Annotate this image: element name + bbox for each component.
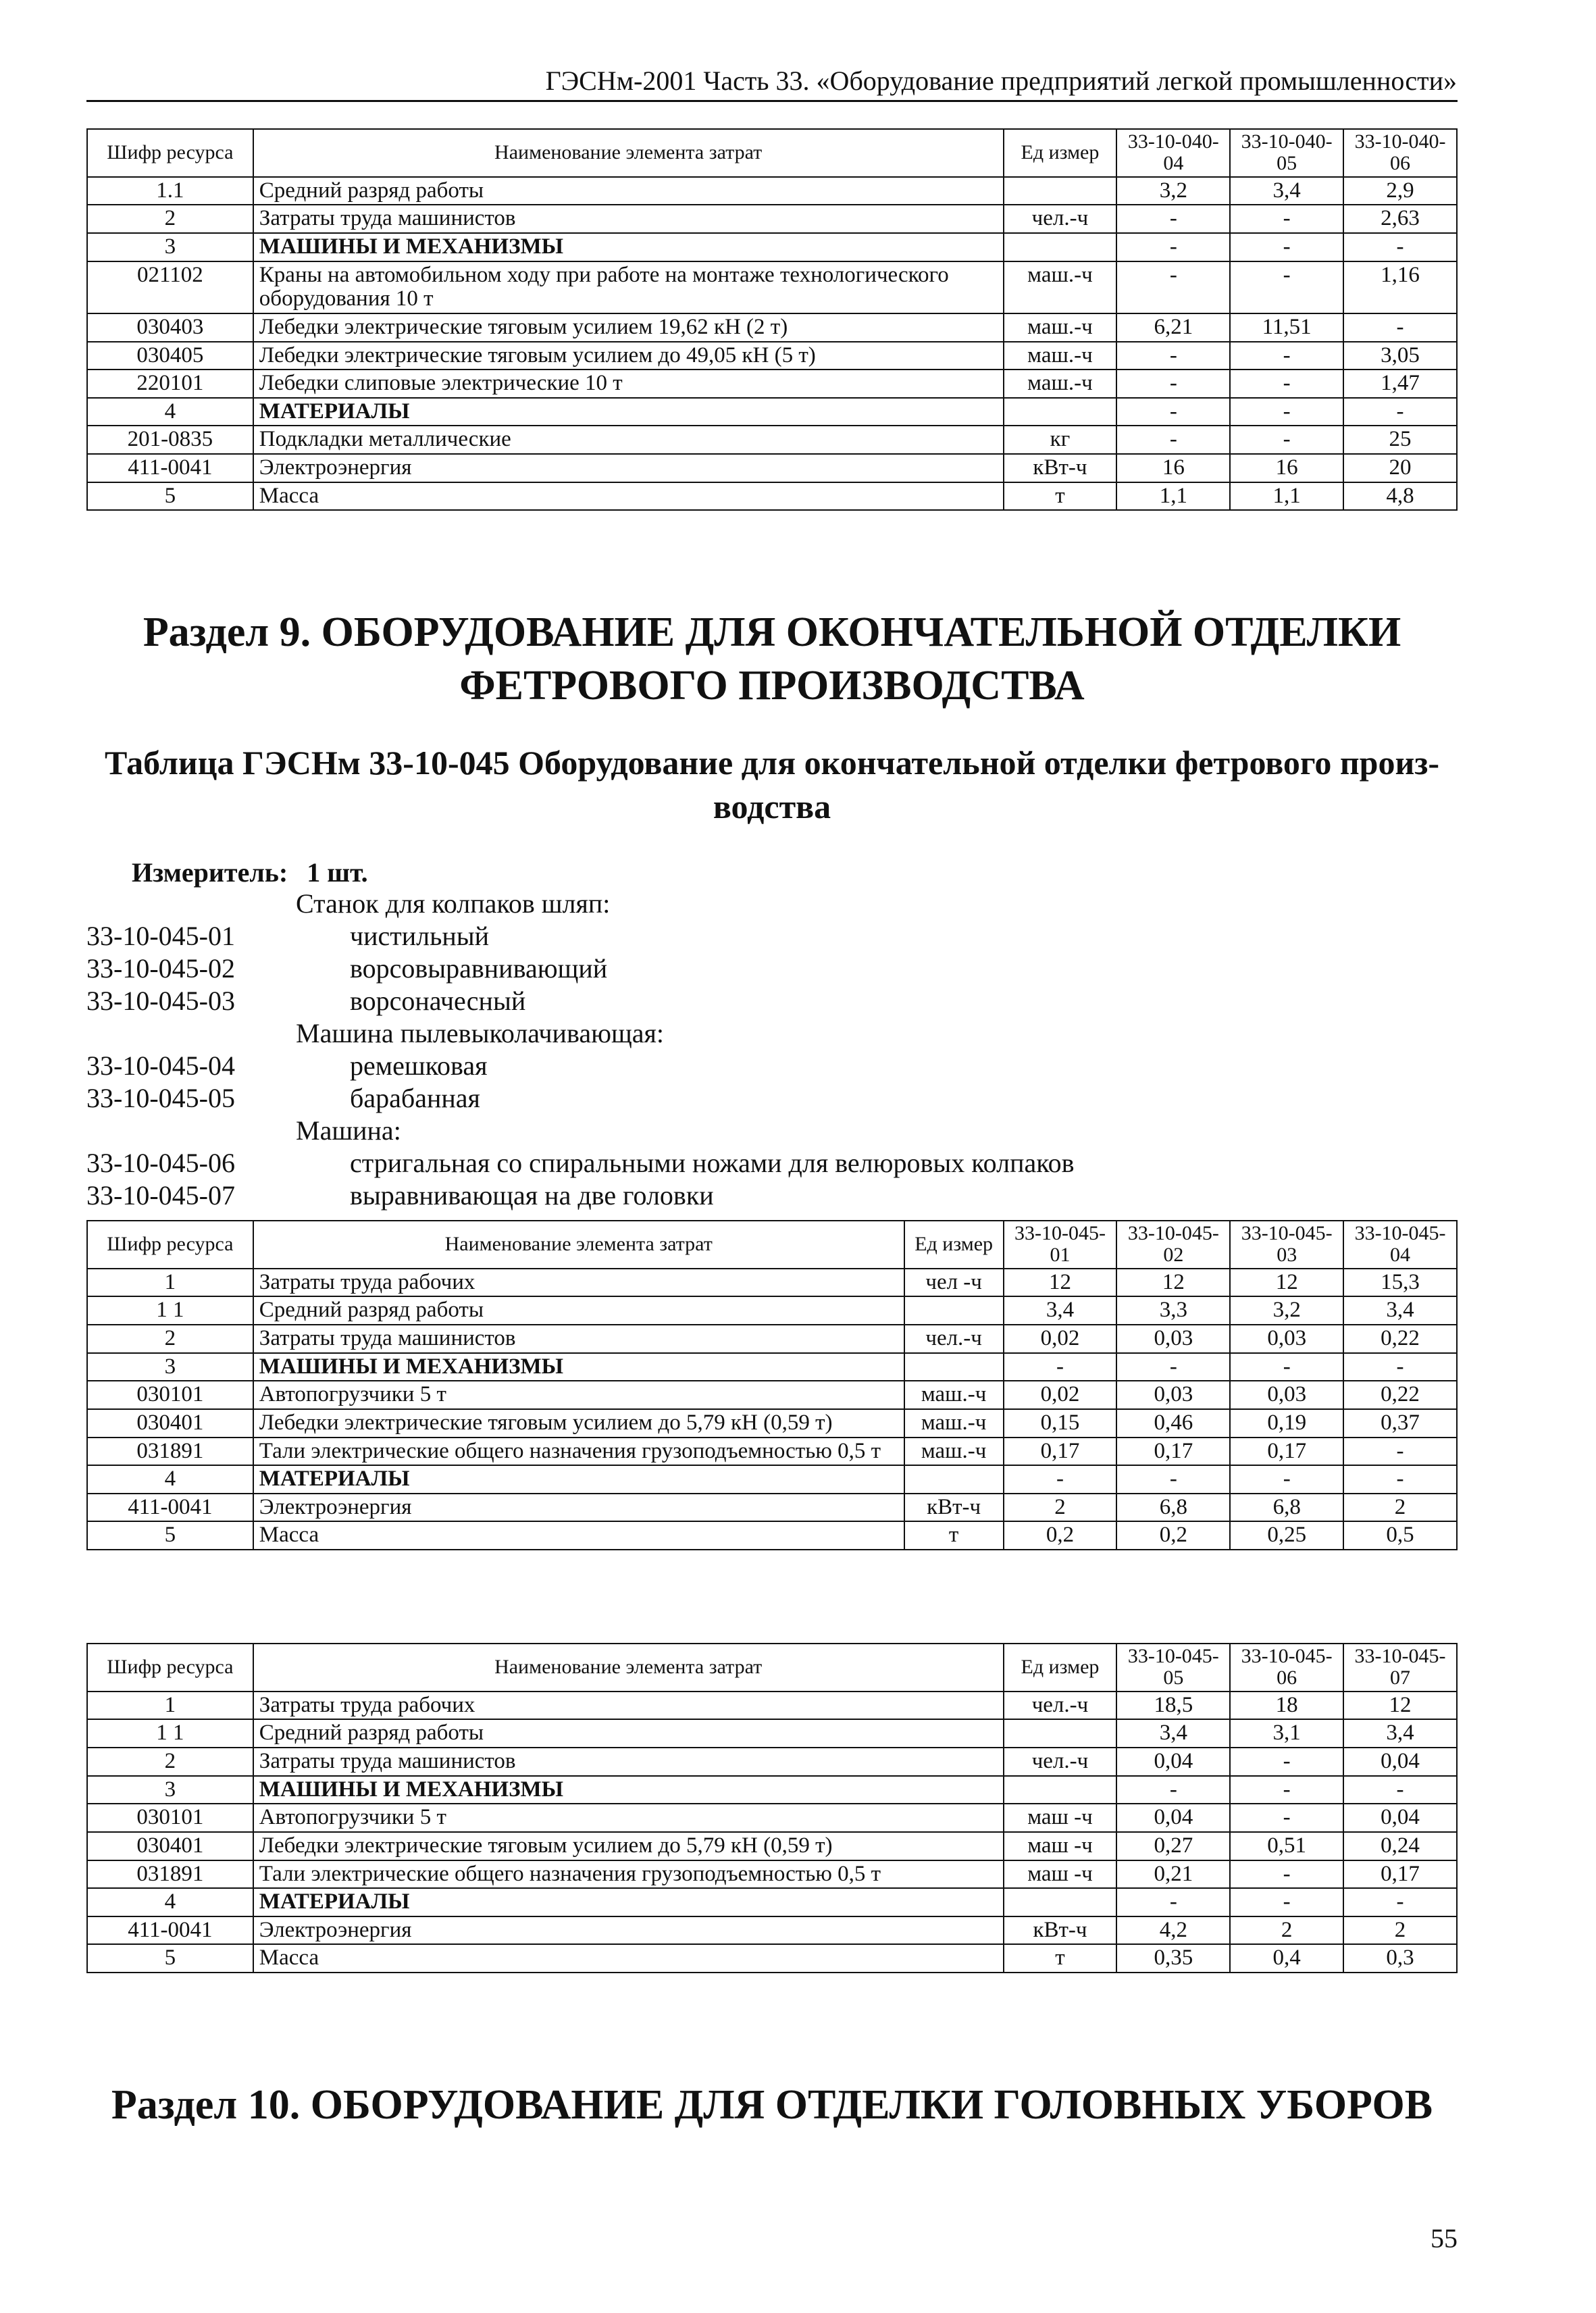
- resource-code: 411-0041: [87, 454, 253, 482]
- resource-code: 4: [87, 1888, 253, 1916]
- catalog-heading-text: Станок для колпаков шляп:: [296, 888, 611, 919]
- column-header: 33-10-040-06: [1343, 129, 1457, 177]
- cost-element-name: МАШИНЫ И МЕХАНИЗМЫ: [253, 233, 1004, 261]
- value-cell: 0,22: [1343, 1381, 1457, 1409]
- resource-code: 220101: [87, 370, 253, 398]
- value-cell: -: [1004, 1465, 1117, 1494]
- cost-element-name: Затраты труда машинистов: [253, 1748, 1004, 1776]
- table-row: [87, 370, 1457, 398]
- value-cell: 0,22: [1343, 1325, 1457, 1353]
- cost-element-name: Краны на автомобильном ходу при работе на монтаже технологического оборудования 10 т: [253, 261, 1004, 313]
- cost-element-name: МАШИНЫ И МЕХАНИЗМЫ: [253, 1776, 1004, 1804]
- resource-code: 2: [87, 1748, 253, 1776]
- value-cell: 12: [1004, 1269, 1117, 1297]
- value-cell: 12: [1116, 1269, 1230, 1297]
- column-header: 33-10-045-05: [1116, 1644, 1230, 1692]
- value-cell: 0,04: [1343, 1748, 1457, 1776]
- table-row: [87, 313, 1457, 342]
- section-10-title: Раздел 10. ОБОРУДОВАНИЕ ДЛЯ ОТДЕЛКИ ГОЛОВНЫХ УБОРОВ: [111, 2082, 1433, 2128]
- value-cell: -: [1230, 1353, 1343, 1381]
- value-cell: -: [1230, 398, 1343, 426]
- value-cell: 1,16: [1343, 261, 1457, 313]
- unit-cell: маш.-ч: [1004, 313, 1117, 342]
- column-header: 33-10-045-01: [1004, 1221, 1117, 1269]
- value-cell: -: [1230, 261, 1343, 313]
- cost-element-name: Лебедки слиповые электрические 10 т: [253, 370, 1004, 398]
- value-cell: 0,17: [1230, 1438, 1343, 1466]
- table-header-row: [87, 129, 1457, 177]
- meter: [132, 857, 368, 888]
- resource-table-045-a: [86, 1220, 1458, 1550]
- cost-element-name: Затраты труда машинистов: [253, 205, 1004, 233]
- value-cell: -: [1343, 398, 1457, 426]
- unit-cell: чел.-ч: [1004, 1692, 1117, 1720]
- column-header: Ед измер: [904, 1221, 1004, 1269]
- value-cell: 0,04: [1343, 1804, 1457, 1832]
- value-cell: 4,8: [1343, 482, 1457, 511]
- value-cell: 0,5: [1343, 1521, 1457, 1550]
- column-header: 33-10-045-02: [1116, 1221, 1230, 1269]
- unit-cell: маш -ч: [1004, 1832, 1117, 1860]
- catalog-code: 33-10-045-03: [86, 986, 235, 1016]
- catalog-code: 33-10-045-06: [86, 1148, 235, 1178]
- section-9-title: [86, 606, 1458, 713]
- column-header: Шифр ресурса: [87, 129, 253, 177]
- value-cell: 0,2: [1004, 1521, 1117, 1550]
- resource-code: 030405: [87, 342, 253, 370]
- value-cell: 1,1: [1116, 482, 1230, 511]
- resource-code: 3: [87, 233, 253, 261]
- catalog-code: 33-10-045-02: [86, 953, 235, 984]
- resource-code: 1.1: [87, 177, 253, 205]
- catalog-name: чистильный: [350, 921, 490, 951]
- value-cell: 18: [1230, 1692, 1343, 1720]
- value-cell: -: [1343, 233, 1457, 261]
- value-cell: -: [1116, 426, 1230, 454]
- cost-element-name: Затраты труда рабочих: [253, 1692, 1004, 1720]
- unit-cell: [1004, 1719, 1117, 1748]
- catalog-heading-text: Машина:: [296, 1115, 401, 1146]
- table-row: [87, 1381, 1457, 1409]
- value-cell: -: [1343, 1776, 1457, 1804]
- cost-element-name: Средний разряд работы: [253, 1719, 1004, 1748]
- value-cell: -: [1230, 342, 1343, 370]
- value-cell: -: [1343, 1888, 1457, 1916]
- catalog-code: 33-10-045-01: [86, 921, 235, 951]
- resource-code: 5: [87, 1521, 253, 1550]
- value-cell: 0,3: [1343, 1944, 1457, 1973]
- unit-cell: [904, 1353, 1004, 1381]
- table-row: [87, 1804, 1457, 1832]
- resource-code: 3: [87, 1353, 253, 1381]
- catalog-name: ворсоначесный: [350, 986, 526, 1016]
- value-cell: 0,2: [1116, 1521, 1230, 1550]
- table-title: [86, 741, 1458, 829]
- resource-code: 1 1: [87, 1719, 253, 1748]
- table-row: [87, 1296, 1457, 1325]
- resource-code: 031891: [87, 1438, 253, 1466]
- value-cell: -: [1343, 1465, 1457, 1494]
- value-cell: -: [1230, 1465, 1343, 1494]
- value-cell: -: [1116, 205, 1230, 233]
- unit-cell: маш.-ч: [904, 1409, 1004, 1438]
- table-row: [87, 177, 1457, 205]
- value-cell: 2: [1343, 1494, 1457, 1522]
- cost-element-name: Масса: [253, 482, 1004, 511]
- catalog-heading-text: Машина пылевыколачивающая:: [296, 1018, 665, 1048]
- value-cell: -: [1230, 1860, 1343, 1889]
- section-9-title-line2: ФЕТРОВОГО ПРОИЗВОДСТВА: [459, 663, 1085, 709]
- table-row: [87, 1719, 1457, 1748]
- table-header-row: [87, 1644, 1457, 1692]
- resource-code: 031891: [87, 1860, 253, 1889]
- value-cell: 0,02: [1004, 1381, 1117, 1409]
- value-cell: 1,47: [1343, 370, 1457, 398]
- resource-code: 030401: [87, 1409, 253, 1438]
- column-header: 33-10-045-03: [1230, 1221, 1343, 1269]
- value-cell: -: [1230, 1776, 1343, 1804]
- value-cell: 0,4: [1230, 1944, 1343, 1973]
- catalog-code: 33-10-045-04: [86, 1050, 235, 1081]
- unit-cell: маш -ч: [1004, 1860, 1117, 1889]
- value-cell: -: [1230, 426, 1343, 454]
- value-cell: 0,03: [1230, 1325, 1343, 1353]
- table-row: [87, 1465, 1457, 1494]
- value-cell: 0,03: [1116, 1381, 1230, 1409]
- value-cell: -: [1116, 370, 1230, 398]
- resource-code: 030101: [87, 1804, 253, 1832]
- unit-cell: [904, 1465, 1004, 1494]
- value-cell: -: [1116, 261, 1230, 313]
- table-row: [87, 205, 1457, 233]
- table-row: [87, 1325, 1457, 1353]
- value-cell: 3,2: [1116, 177, 1230, 205]
- unit-cell: маш.-ч: [904, 1381, 1004, 1409]
- cost-element-name: Лебедки электрические тяговым усилием до 49,05 кН (5 т): [253, 342, 1004, 370]
- value-cell: 3,4: [1343, 1719, 1457, 1748]
- value-cell: 3,3: [1116, 1296, 1230, 1325]
- table-row: [87, 1438, 1457, 1466]
- cost-element-name: Электроэнергия: [253, 454, 1004, 482]
- meter-label: Измеритель:: [132, 857, 288, 888]
- value-cell: -: [1230, 205, 1343, 233]
- value-cell: 25: [1343, 426, 1457, 454]
- value-cell: 0,27: [1116, 1832, 1230, 1860]
- value-cell: 0,17: [1116, 1438, 1230, 1466]
- cost-element-name: МАШИНЫ И МЕХАНИЗМЫ: [253, 1353, 904, 1381]
- catalog-name: ремешковая: [350, 1050, 488, 1081]
- value-cell: 20: [1343, 454, 1457, 482]
- cost-element-name: МАТЕРИАЛЫ: [253, 398, 1004, 426]
- resource-code: 1: [87, 1692, 253, 1720]
- cost-element-name: Затраты труда машинистов: [253, 1325, 904, 1353]
- table-header-row: [87, 1221, 1457, 1269]
- value-cell: 2: [1004, 1494, 1117, 1522]
- cost-element-name: Тали электрические общего назначения грузоподъемностью 0,5 т: [253, 1438, 904, 1466]
- column-header: Наименование элемента затрат: [253, 129, 1004, 177]
- table-row: [87, 1832, 1457, 1860]
- unit-cell: т: [1004, 1944, 1117, 1973]
- table-row: [87, 233, 1457, 261]
- value-cell: 18,5: [1116, 1692, 1230, 1720]
- column-header: Шифр ресурса: [87, 1221, 253, 1269]
- value-cell: 0,03: [1230, 1381, 1343, 1409]
- cost-element-name: МАТЕРИАЛЫ: [253, 1465, 904, 1494]
- cost-element-name: Лебедки электрические тяговым усилием 19,62 кН (2 т): [253, 313, 1004, 342]
- unit-cell: кВт-ч: [904, 1494, 1004, 1522]
- cost-element-name: Затраты труда рабочих: [253, 1269, 904, 1297]
- value-cell: 0,17: [1004, 1438, 1117, 1466]
- table-row: [87, 1409, 1457, 1438]
- cost-element-name: Лебедки электрические тяговым усилием до 5,79 кН (0,59 т): [253, 1832, 1004, 1860]
- table-row: [87, 1944, 1457, 1973]
- value-cell: -: [1343, 1438, 1457, 1466]
- value-cell: -: [1116, 1888, 1230, 1916]
- resource-code: 4: [87, 398, 253, 426]
- unit-cell: чел.-ч: [904, 1325, 1004, 1353]
- cost-element-name: МАТЕРИАЛЫ: [253, 1888, 1004, 1916]
- table-row: [87, 454, 1457, 482]
- cost-element-name: Автопогрузчики 5 т: [253, 1381, 904, 1409]
- value-cell: 6,8: [1116, 1494, 1230, 1522]
- resource-code: 5: [87, 482, 253, 511]
- resource-code: 3: [87, 1776, 253, 1804]
- value-cell: 0,37: [1343, 1409, 1457, 1438]
- resource-code: 2: [87, 205, 253, 233]
- resource-code: 5: [87, 1944, 253, 1973]
- value-cell: 3,2: [1230, 1296, 1343, 1325]
- resource-code: 021102: [87, 261, 253, 313]
- value-cell: 2,9: [1343, 177, 1457, 205]
- value-cell: -: [1230, 370, 1343, 398]
- unit-cell: [1004, 177, 1117, 205]
- value-cell: 0,04: [1116, 1748, 1230, 1776]
- cost-element-name: Средний разряд работы: [253, 177, 1004, 205]
- value-cell: 0,25: [1230, 1521, 1343, 1550]
- value-cell: -: [1230, 233, 1343, 261]
- value-cell: 16: [1116, 454, 1230, 482]
- table-row: [87, 261, 1457, 313]
- value-cell: 0,19: [1230, 1409, 1343, 1438]
- value-cell: 0,46: [1116, 1409, 1230, 1438]
- table-row: [87, 398, 1457, 426]
- column-header: 33-10-045-06: [1230, 1644, 1343, 1692]
- cost-element-name: Масса: [253, 1944, 1004, 1973]
- value-cell: 6,8: [1230, 1494, 1343, 1522]
- cost-element-name: Электроэнергия: [253, 1494, 904, 1522]
- value-cell: -: [1230, 1888, 1343, 1916]
- value-cell: 11,51: [1230, 313, 1343, 342]
- value-cell: -: [1116, 233, 1230, 261]
- value-cell: 16: [1230, 454, 1343, 482]
- page-header: ГЭСНм-2001 Часть 33. «Оборудование предприятий легкой промышленности»: [545, 66, 1457, 96]
- cost-element-name: Автопогрузчики 5 т: [253, 1804, 1004, 1832]
- table-row: [87, 1888, 1457, 1916]
- unit-cell: [904, 1296, 1004, 1325]
- value-cell: -: [1116, 398, 1230, 426]
- value-cell: -: [1116, 342, 1230, 370]
- catalog-code: 33-10-045-05: [86, 1083, 235, 1113]
- unit-cell: [1004, 1888, 1117, 1916]
- table-row: [87, 1521, 1457, 1550]
- resource-code: 201-0835: [87, 426, 253, 454]
- column-header: Наименование элемента затрат: [253, 1221, 904, 1269]
- resource-code: 030401: [87, 1832, 253, 1860]
- unit-cell: маш.-ч: [904, 1438, 1004, 1466]
- value-cell: -: [1230, 1748, 1343, 1776]
- value-cell: 0,03: [1116, 1325, 1230, 1353]
- unit-cell: [1004, 1776, 1117, 1804]
- resource-table-045-b: [86, 1643, 1458, 1973]
- section-9-title-line1: Раздел 9. ОБОРУДОВАНИЕ ДЛЯ ОКОНЧАТЕЛЬНОЙ ОТДЕЛКИ: [143, 609, 1401, 655]
- value-cell: -: [1343, 313, 1457, 342]
- resource-code: 030403: [87, 313, 253, 342]
- value-cell: -: [1343, 1353, 1457, 1381]
- value-cell: 12: [1230, 1269, 1343, 1297]
- value-cell: 3,1: [1230, 1719, 1343, 1748]
- value-cell: 0,51: [1230, 1832, 1343, 1860]
- unit-cell: т: [1004, 482, 1117, 511]
- value-cell: 2: [1343, 1916, 1457, 1945]
- catalog-code: 33-10-045-07: [86, 1180, 235, 1211]
- table-row: [87, 1692, 1457, 1720]
- value-cell: 0,04: [1116, 1804, 1230, 1832]
- column-header: Ед измер: [1004, 1644, 1117, 1692]
- resource-code: 1: [87, 1269, 253, 1297]
- catalog-name: стригальная со спиральными ножами для велюровых колпаков: [350, 1148, 1075, 1178]
- value-cell: -: [1116, 1776, 1230, 1804]
- column-header: Шифр ресурса: [87, 1644, 253, 1692]
- cost-element-name: Лебедки электрические тяговым усилием до 5,79 кН (0,59 т): [253, 1409, 904, 1438]
- table-row: [87, 1353, 1457, 1381]
- resource-code: 030101: [87, 1381, 253, 1409]
- value-cell: 2: [1230, 1916, 1343, 1945]
- column-header: 33-10-045-04: [1343, 1221, 1457, 1269]
- unit-cell: кВт-ч: [1004, 454, 1117, 482]
- unit-cell: маш.-ч: [1004, 261, 1117, 313]
- resource-table-040: [86, 128, 1458, 511]
- resource-code: 411-0041: [87, 1916, 253, 1945]
- column-header: 33-10-040-04: [1116, 129, 1230, 177]
- header-rule: [86, 100, 1458, 102]
- resource-code: 4: [87, 1465, 253, 1494]
- meter-value: 1 шт.: [307, 857, 368, 888]
- unit-cell: чел.-ч: [1004, 205, 1117, 233]
- resource-code: 411-0041: [87, 1494, 253, 1522]
- resource-code: 2: [87, 1325, 253, 1353]
- cost-element-name: Средний разряд работы: [253, 1296, 904, 1325]
- value-cell: 0,02: [1004, 1325, 1117, 1353]
- value-cell: 6,21: [1116, 313, 1230, 342]
- value-cell: 0,17: [1343, 1860, 1457, 1889]
- value-cell: 3,4: [1343, 1296, 1457, 1325]
- table-row: [87, 1494, 1457, 1522]
- column-header: Ед измер: [1004, 129, 1117, 177]
- value-cell: 2,63: [1343, 205, 1457, 233]
- value-cell: 3,4: [1230, 177, 1343, 205]
- table-row: [87, 1860, 1457, 1889]
- table-row: [87, 426, 1457, 454]
- value-cell: 15,3: [1343, 1269, 1457, 1297]
- value-cell: 4,2: [1116, 1916, 1230, 1945]
- table-title-line1: Таблица ГЭСНм 33-10-045 Оборудование для окончательной отделки фетрового произ-: [104, 744, 1440, 782]
- cost-element-name: Тали электрические общего назначения грузоподъемностью 0,5 т: [253, 1860, 1004, 1889]
- cost-element-name: Подкладки металлические: [253, 426, 1004, 454]
- table-title-line2: водства: [713, 788, 831, 825]
- catalog-name: выравнивающая на две головки: [350, 1180, 714, 1211]
- cost-element-name: Масса: [253, 1521, 904, 1550]
- table-row: [87, 1916, 1457, 1945]
- table-row: [87, 1269, 1457, 1297]
- value-cell: 3,4: [1004, 1296, 1117, 1325]
- value-cell: -: [1004, 1353, 1117, 1381]
- column-header: 33-10-045-07: [1343, 1644, 1457, 1692]
- unit-cell: т: [904, 1521, 1004, 1550]
- value-cell: -: [1116, 1465, 1230, 1494]
- unit-cell: маш.-ч: [1004, 342, 1117, 370]
- value-cell: 0,24: [1343, 1832, 1457, 1860]
- unit-cell: чел.-ч: [1004, 1748, 1117, 1776]
- unit-cell: кг: [1004, 426, 1117, 454]
- unit-cell: [1004, 233, 1117, 261]
- page-number: 55: [1431, 2223, 1458, 2254]
- table-row: [87, 342, 1457, 370]
- unit-cell: кВт-ч: [1004, 1916, 1117, 1945]
- value-cell: 1,1: [1230, 482, 1343, 511]
- table-row: [87, 1776, 1457, 1804]
- catalog-name: ворсовыравнивающий: [350, 953, 608, 984]
- value-cell: -: [1230, 1804, 1343, 1832]
- table-row: [87, 482, 1457, 511]
- column-header: Наименование элемента затрат: [253, 1644, 1004, 1692]
- value-cell: -: [1116, 1353, 1230, 1381]
- value-cell: 3,4: [1116, 1719, 1230, 1748]
- resource-code: 1 1: [87, 1296, 253, 1325]
- value-cell: 3,05: [1343, 342, 1457, 370]
- unit-cell: маш -ч: [1004, 1804, 1117, 1832]
- cost-element-name: Электроэнергия: [253, 1916, 1004, 1945]
- value-cell: 12: [1343, 1692, 1457, 1720]
- unit-cell: маш.-ч: [1004, 370, 1117, 398]
- catalog-name: барабанная: [350, 1083, 480, 1113]
- column-header: 33-10-040-05: [1230, 129, 1343, 177]
- unit-cell: чел -ч: [904, 1269, 1004, 1297]
- value-cell: 0,35: [1116, 1944, 1230, 1973]
- value-cell: 0,21: [1116, 1860, 1230, 1889]
- table-row: [87, 1748, 1457, 1776]
- unit-cell: [1004, 398, 1117, 426]
- value-cell: 0,15: [1004, 1409, 1117, 1438]
